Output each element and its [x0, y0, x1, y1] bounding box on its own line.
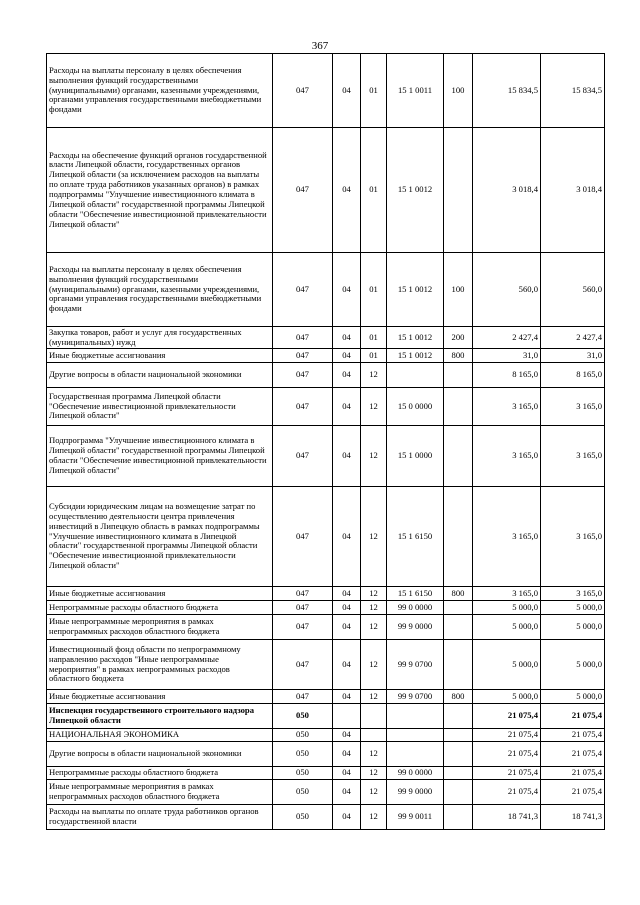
cell-target-article — [387, 704, 444, 729]
cell-section: 04 — [333, 640, 361, 690]
cell-subsection: 12 — [361, 363, 387, 388]
cell-target-article: 15 1 0012 — [387, 327, 444, 349]
table-row — [47, 640, 605, 690]
cell-grbs: 047 — [273, 128, 333, 253]
cell-description: Закупка товаров, работ и услуг для государственных (муниципальных) нужд — [47, 327, 273, 349]
cell-grbs: 050 — [273, 805, 333, 830]
cell-amount-2: 21 075,4 — [541, 767, 605, 780]
cell-expense-type: 800 — [444, 349, 473, 363]
cell-expense-type: 100 — [444, 253, 473, 327]
cell-section: 04 — [333, 128, 361, 253]
cell-amount-2: 31,0 — [541, 349, 605, 363]
cell-subsection: 12 — [361, 742, 387, 767]
cell-section: 04 — [333, 349, 361, 363]
cell-section: 04 — [333, 805, 361, 830]
budget-table — [46, 53, 605, 830]
cell-amount-2: 5 000,0 — [541, 690, 605, 704]
cell-description: Непрограммные расходы областного бюджета — [47, 767, 273, 780]
cell-description: Расходы на выплаты персоналу в целях обеспечения выполнения функций государственными (муниципальными) органами, казенными учреждениями, органами управления государственными внебюджетными фондами — [47, 54, 273, 128]
cell-expense-type — [444, 780, 473, 805]
cell-expense-type — [444, 601, 473, 615]
cell-subsection: 01 — [361, 349, 387, 363]
cell-grbs: 047 — [273, 363, 333, 388]
cell-description: Субсидии юридическим лицам на возмещение затрат по осуществлению деятельности центра привлечения инвестиций в Липецкую область в рамках подпрограммы "Улучшение инвестиционного климата в Липецкой области" государственной программы Липецкой области "Обеспечение инвестиционной привлекательности Липецкой области" — [47, 487, 273, 587]
cell-description: Другие вопросы в области национальной экономики — [47, 742, 273, 767]
cell-section: 04 — [333, 54, 361, 128]
cell-section: 04 — [333, 729, 361, 742]
cell-amount-1: 15 834,5 — [473, 54, 541, 128]
cell-expense-type — [444, 742, 473, 767]
page-number: 367 — [311, 40, 329, 52]
cell-grbs: 047 — [273, 54, 333, 128]
cell-amount-2: 3 165,0 — [541, 388, 605, 426]
table-row — [47, 690, 605, 704]
cell-target-article: 99 9 0000 — [387, 615, 444, 640]
cell-amount-2: 21 075,4 — [541, 704, 605, 729]
cell-amount-1: 560,0 — [473, 253, 541, 327]
table-row — [47, 388, 605, 426]
cell-expense-type — [444, 729, 473, 742]
cell-description: Расходы на обеспечение функций органов государственной власти Липецкой области, государственных органов Липецкой области (за исключением расходов на выплаты по оплате труда работников указанных органов) в рамках подпрограммы "Улучшение инвестиционного климата в Липецкой области" государственной программы Липецкой области "Обеспечение инвестиционной привлекательности Липецкой области" — [47, 128, 273, 253]
table-row — [47, 767, 605, 780]
cell-subsection: 12 — [361, 601, 387, 615]
cell-section: 04 — [333, 601, 361, 615]
cell-section: 04 — [333, 767, 361, 780]
table-row — [47, 128, 605, 253]
cell-description: Подпрограмма "Улучшение инвестиционного климата в Липецкой области" государственной программы Липецкой области "Обеспечение инвестиционной привлекательности Липецкой области" — [47, 426, 273, 487]
cell-expense-type: 100 — [444, 54, 473, 128]
cell-expense-type — [444, 388, 473, 426]
cell-expense-type — [444, 805, 473, 830]
cell-description: Иные бюджетные ассигнования — [47, 587, 273, 601]
table-row — [47, 805, 605, 830]
cell-grbs: 047 — [273, 601, 333, 615]
table-row — [47, 704, 605, 729]
cell-amount-2: 21 075,4 — [541, 729, 605, 742]
cell-amount-1: 8 165,0 — [473, 363, 541, 388]
cell-subsection: 12 — [361, 615, 387, 640]
cell-section: 04 — [333, 487, 361, 587]
cell-amount-2: 2 427,4 — [541, 327, 605, 349]
cell-target-article: 15 1 6150 — [387, 487, 444, 587]
cell-grbs: 047 — [273, 327, 333, 349]
table-row — [47, 729, 605, 742]
cell-amount-2: 560,0 — [541, 253, 605, 327]
cell-amount-2: 3 018,4 — [541, 128, 605, 253]
cell-section: 04 — [333, 780, 361, 805]
table-row — [47, 601, 605, 615]
cell-subsection: 01 — [361, 128, 387, 253]
cell-target-article: 15 1 0012 — [387, 349, 444, 363]
cell-grbs: 047 — [273, 388, 333, 426]
cell-amount-1: 31,0 — [473, 349, 541, 363]
cell-amount-1: 21 075,4 — [473, 704, 541, 729]
cell-subsection: 12 — [361, 587, 387, 601]
cell-expense-type — [444, 767, 473, 780]
cell-expense-type: 800 — [444, 690, 473, 704]
cell-target-article: 99 0 0000 — [387, 601, 444, 615]
cell-description: Иные бюджетные ассигнования — [47, 349, 273, 363]
table-row — [47, 587, 605, 601]
table-row — [47, 780, 605, 805]
cell-subsection: 12 — [361, 640, 387, 690]
cell-expense-type: 800 — [444, 587, 473, 601]
cell-grbs: 047 — [273, 487, 333, 587]
cell-grbs: 047 — [273, 640, 333, 690]
table-row — [47, 615, 605, 640]
cell-section: 04 — [333, 587, 361, 601]
cell-amount-2: 3 165,0 — [541, 587, 605, 601]
cell-target-article: 99 9 0700 — [387, 640, 444, 690]
cell-grbs: 047 — [273, 253, 333, 327]
cell-subsection: 12 — [361, 388, 387, 426]
cell-amount-2: 5 000,0 — [541, 601, 605, 615]
cell-description: Расходы на выплаты по оплате труда работников органов государственной власти — [47, 805, 273, 830]
cell-grbs: 047 — [273, 690, 333, 704]
cell-grbs: 047 — [273, 426, 333, 487]
cell-expense-type — [444, 426, 473, 487]
cell-amount-2: 3 165,0 — [541, 487, 605, 587]
cell-expense-type — [444, 128, 473, 253]
table-row — [47, 363, 605, 388]
cell-amount-1: 3 165,0 — [473, 388, 541, 426]
cell-grbs: 050 — [273, 704, 333, 729]
cell-target-article: 15 1 6150 — [387, 587, 444, 601]
cell-section: 04 — [333, 690, 361, 704]
cell-description: Инвестиционный фонд области по непрограммному направлению расходов "Иные непрограммные мероприятия" в рамках непрограммных расходов областного бюджета — [47, 640, 273, 690]
cell-section: 04 — [333, 742, 361, 767]
cell-amount-2: 3 165,0 — [541, 426, 605, 487]
cell-expense-type — [444, 704, 473, 729]
cell-amount-1: 3 018,4 — [473, 128, 541, 253]
cell-subsection: 12 — [361, 780, 387, 805]
cell-amount-1: 5 000,0 — [473, 690, 541, 704]
table-row — [47, 253, 605, 327]
cell-expense-type — [444, 363, 473, 388]
cell-description: Расходы на выплаты персоналу в целях обеспечения выполнения функций государственными (муниципальными) органами, казенными учреждениями, органами управления государственными внебюджетными фондами — [47, 253, 273, 327]
cell-description: Иные непрограммные мероприятия в рамках непрограммных расходов областного бюджета — [47, 615, 273, 640]
cell-expense-type — [444, 487, 473, 587]
cell-amount-1: 3 165,0 — [473, 426, 541, 487]
cell-grbs: 047 — [273, 587, 333, 601]
cell-description: Государственная программа Липецкой области "Обеспечение инвестиционной привлекательности Липецкой области" — [47, 388, 273, 426]
cell-description: Другие вопросы в области национальной экономики — [47, 363, 273, 388]
cell-section: 04 — [333, 388, 361, 426]
cell-amount-2: 18 741,3 — [541, 805, 605, 830]
cell-amount-1: 21 075,4 — [473, 780, 541, 805]
cell-amount-2: 8 165,0 — [541, 363, 605, 388]
cell-amount-1: 18 741,3 — [473, 805, 541, 830]
cell-amount-1: 3 165,0 — [473, 487, 541, 587]
cell-amount-2: 5 000,0 — [541, 615, 605, 640]
cell-amount-2: 21 075,4 — [541, 780, 605, 805]
cell-subsection: 12 — [361, 487, 387, 587]
cell-amount-1: 2 427,4 — [473, 327, 541, 349]
cell-grbs: 050 — [273, 780, 333, 805]
cell-section: 04 — [333, 426, 361, 487]
table-row — [47, 742, 605, 767]
cell-subsection: 12 — [361, 690, 387, 704]
cell-target-article: 15 1 0000 — [387, 426, 444, 487]
cell-amount-1: 21 075,4 — [473, 729, 541, 742]
cell-subsection: 01 — [361, 327, 387, 349]
cell-section — [333, 704, 361, 729]
cell-amount-1: 5 000,0 — [473, 601, 541, 615]
cell-grbs: 050 — [273, 767, 333, 780]
table-row — [47, 54, 605, 128]
cell-description: Иные бюджетные ассигнования — [47, 690, 273, 704]
cell-target-article: 15 0 0000 — [387, 388, 444, 426]
cell-target-article — [387, 742, 444, 767]
cell-amount-1: 21 075,4 — [473, 767, 541, 780]
cell-target-article: 15 1 0011 — [387, 54, 444, 128]
cell-amount-1: 5 000,0 — [473, 640, 541, 690]
cell-description: Непрограммные расходы областного бюджета — [47, 601, 273, 615]
cell-grbs: 050 — [273, 742, 333, 767]
cell-subsection: 12 — [361, 805, 387, 830]
cell-expense-type: 200 — [444, 327, 473, 349]
table-row — [47, 426, 605, 487]
cell-expense-type — [444, 615, 473, 640]
cell-subsection — [361, 704, 387, 729]
cell-subsection: 01 — [361, 54, 387, 128]
cell-section: 04 — [333, 363, 361, 388]
cell-amount-1: 3 165,0 — [473, 587, 541, 601]
cell-amount-2: 5 000,0 — [541, 640, 605, 690]
table-row — [47, 327, 605, 349]
cell-expense-type — [444, 640, 473, 690]
cell-subsection: 12 — [361, 426, 387, 487]
cell-grbs: 047 — [273, 615, 333, 640]
cell-target-article: 99 9 0000 — [387, 780, 444, 805]
cell-target-article: 15 1 0012 — [387, 128, 444, 253]
cell-target-article: 99 9 0700 — [387, 690, 444, 704]
table-row — [47, 349, 605, 363]
cell-grbs: 047 — [273, 349, 333, 363]
table-row — [47, 487, 605, 587]
cell-subsection — [361, 729, 387, 742]
cell-target-article — [387, 729, 444, 742]
cell-target-article: 15 1 0012 — [387, 253, 444, 327]
cell-section: 04 — [333, 327, 361, 349]
cell-target-article — [387, 363, 444, 388]
cell-amount-2: 15 834,5 — [541, 54, 605, 128]
cell-target-article: 99 0 0000 — [387, 767, 444, 780]
cell-grbs: 050 — [273, 729, 333, 742]
cell-section: 04 — [333, 253, 361, 327]
cell-section: 04 — [333, 615, 361, 640]
cell-description: Иные непрограммные мероприятия в рамках непрограммных расходов областного бюджета — [47, 780, 273, 805]
cell-amount-1: 21 075,4 — [473, 742, 541, 767]
cell-subsection: 01 — [361, 253, 387, 327]
cell-amount-1: 5 000,0 — [473, 615, 541, 640]
cell-description: Инспекция государственного строительного надзора Липецкой области — [47, 704, 273, 729]
cell-description: НАЦИОНАЛЬНАЯ ЭКОНОМИКА — [47, 729, 273, 742]
cell-target-article: 99 9 0011 — [387, 805, 444, 830]
cell-subsection: 12 — [361, 767, 387, 780]
cell-amount-2: 21 075,4 — [541, 742, 605, 767]
